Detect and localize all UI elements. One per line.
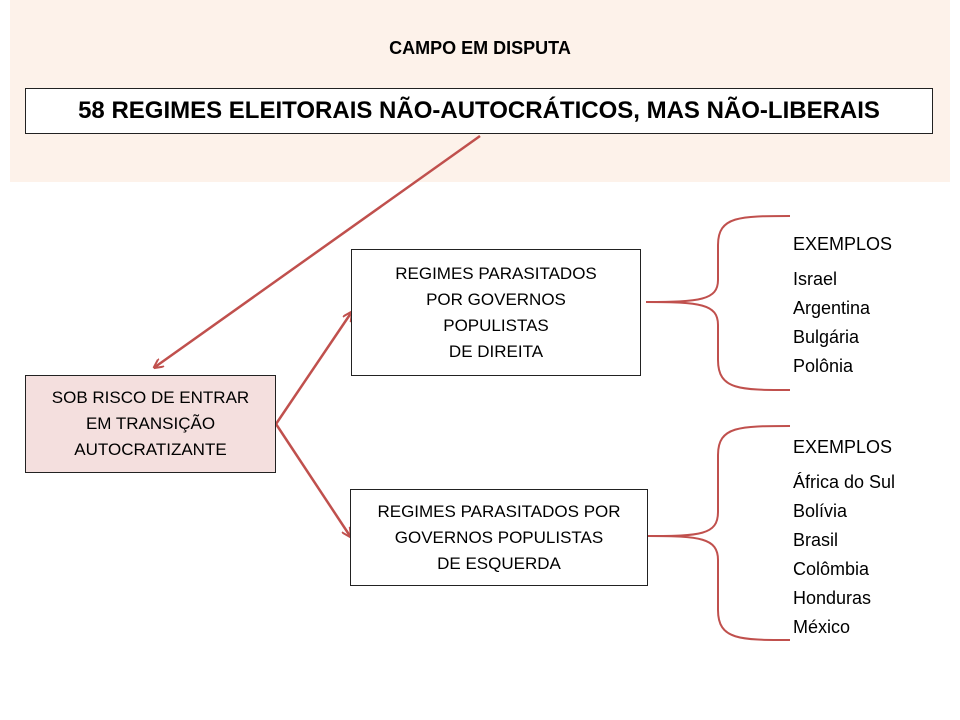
example-item: Argentina: [793, 298, 871, 318]
main-category-box: 58 REGIMES ELEITORAIS NÃO-AUTOCRÁTICOS, MAS NÃO-LIBERAIS: [25, 88, 933, 134]
risk-line-2: EM TRANSIÇÃO: [85, 414, 216, 433]
example-item: Bulgária: [793, 327, 860, 347]
brace-right-examples: [646, 216, 790, 390]
left-line-1: REGIMES PARASITADOS POR: [377, 501, 621, 521]
right-line-1: REGIMES PARASITADOS: [395, 263, 597, 283]
right-examples-header: EXEMPLOS: [793, 234, 893, 254]
example-item: Brasil: [793, 530, 839, 550]
arrow-risk-to-left: [276, 424, 350, 536]
diagram-heading: CAMPO EM DISPUTA: [389, 38, 571, 58]
example-item: África do Sul: [793, 472, 896, 492]
left-examples: [793, 433, 895, 642]
brace-left-examples: [648, 426, 790, 640]
example-item: Israel: [793, 269, 838, 289]
left-line-3: DE ESQUERDA: [437, 553, 561, 573]
example-item: Honduras: [793, 588, 872, 608]
left-line-2: GOVERNOS POPULISTAS: [394, 527, 604, 547]
example-item: México: [793, 617, 851, 637]
example-item: Polônia: [793, 356, 854, 376]
right-populist-box: [351, 249, 641, 376]
right-line-3: POPULISTAS: [443, 315, 549, 335]
risk-line-3: AUTOCRATIZANTE: [74, 440, 227, 459]
left-examples-header: EXEMPLOS: [793, 437, 893, 457]
risk-line-1: SOB RISCO DE ENTRAR: [51, 388, 250, 407]
arrow-risk-to-right: [276, 313, 351, 424]
example-item: Colômbia: [793, 559, 870, 579]
right-line-4: DE DIREITA: [448, 341, 544, 361]
example-item: Bolívia: [793, 501, 848, 521]
left-populist-box: [350, 489, 648, 586]
right-line-2: POR GOVERNOS: [426, 289, 566, 309]
right-examples: [793, 230, 892, 381]
risk-box: [25, 375, 276, 473]
